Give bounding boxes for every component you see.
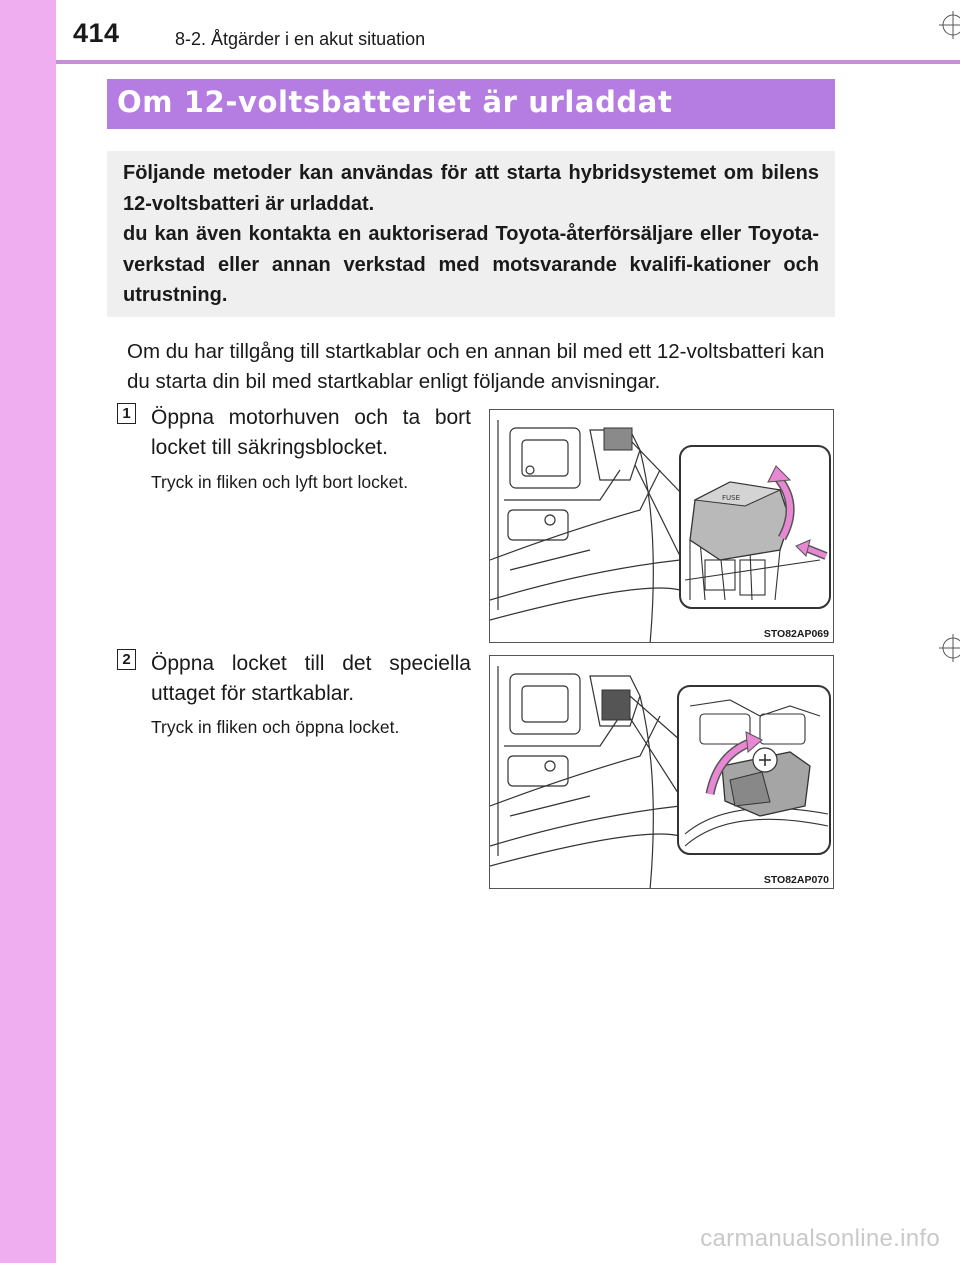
figure-code: STO82AP070 bbox=[763, 874, 829, 886]
intro-box bbox=[107, 151, 835, 317]
svg-text:FUSE: FUSE bbox=[722, 494, 741, 502]
registration-mark-icon bbox=[939, 634, 960, 662]
side-tab-band bbox=[0, 0, 56, 1263]
registration-mark-icon bbox=[939, 11, 960, 39]
fuse-box-illustration bbox=[489, 409, 834, 643]
jump-terminal-illustration bbox=[489, 655, 834, 889]
intro-paragraph: du kan även kontakta en auktoriserad Toyota-återförsäljare eller Toyota-verkstad eller annan verkstad med motsvarande kvalifi-kationer och utrustning. bbox=[123, 223, 819, 306]
page-number: 414 bbox=[73, 18, 120, 48]
step-number-badge: 2 bbox=[117, 649, 136, 670]
step-detail: Tryck in fliken och öppna locket. bbox=[151, 717, 400, 737]
intro-paragraph: Följande metoder kan användas för att starta hybridsystemet om bilens 12-voltsbatteri är urladdat. bbox=[123, 162, 819, 215]
step-instruction-text: Öppna locket till det speciella uttaget för startkablar. bbox=[151, 652, 471, 705]
header-rule bbox=[56, 60, 960, 64]
step-detail: Tryck in fliken och lyft bort locket. bbox=[151, 472, 409, 492]
step-instruction-text: Öppna motorhuven och ta bort locket till säkringsblocket. bbox=[151, 406, 471, 459]
step-instruction bbox=[151, 649, 471, 709]
watermark: carmanualsonline.info bbox=[700, 1225, 940, 1252]
page-title: Om 12-voltsbatteriet är urladdat bbox=[117, 85, 673, 119]
body-text: Om du har tillgång till startkablar och en annan bil med ett 12-voltsbatteri kan du starta din bil med startkablar enligt följande anvisningar. bbox=[127, 340, 825, 393]
step-instruction bbox=[151, 403, 471, 463]
body-paragraph bbox=[127, 337, 837, 397]
figure-code: STO82AP069 bbox=[763, 628, 829, 640]
step-number-badge: 1 bbox=[117, 403, 136, 424]
page-title-bar bbox=[107, 79, 835, 129]
section-title: 8-2. Åtgärder i en akut situation bbox=[175, 29, 426, 49]
